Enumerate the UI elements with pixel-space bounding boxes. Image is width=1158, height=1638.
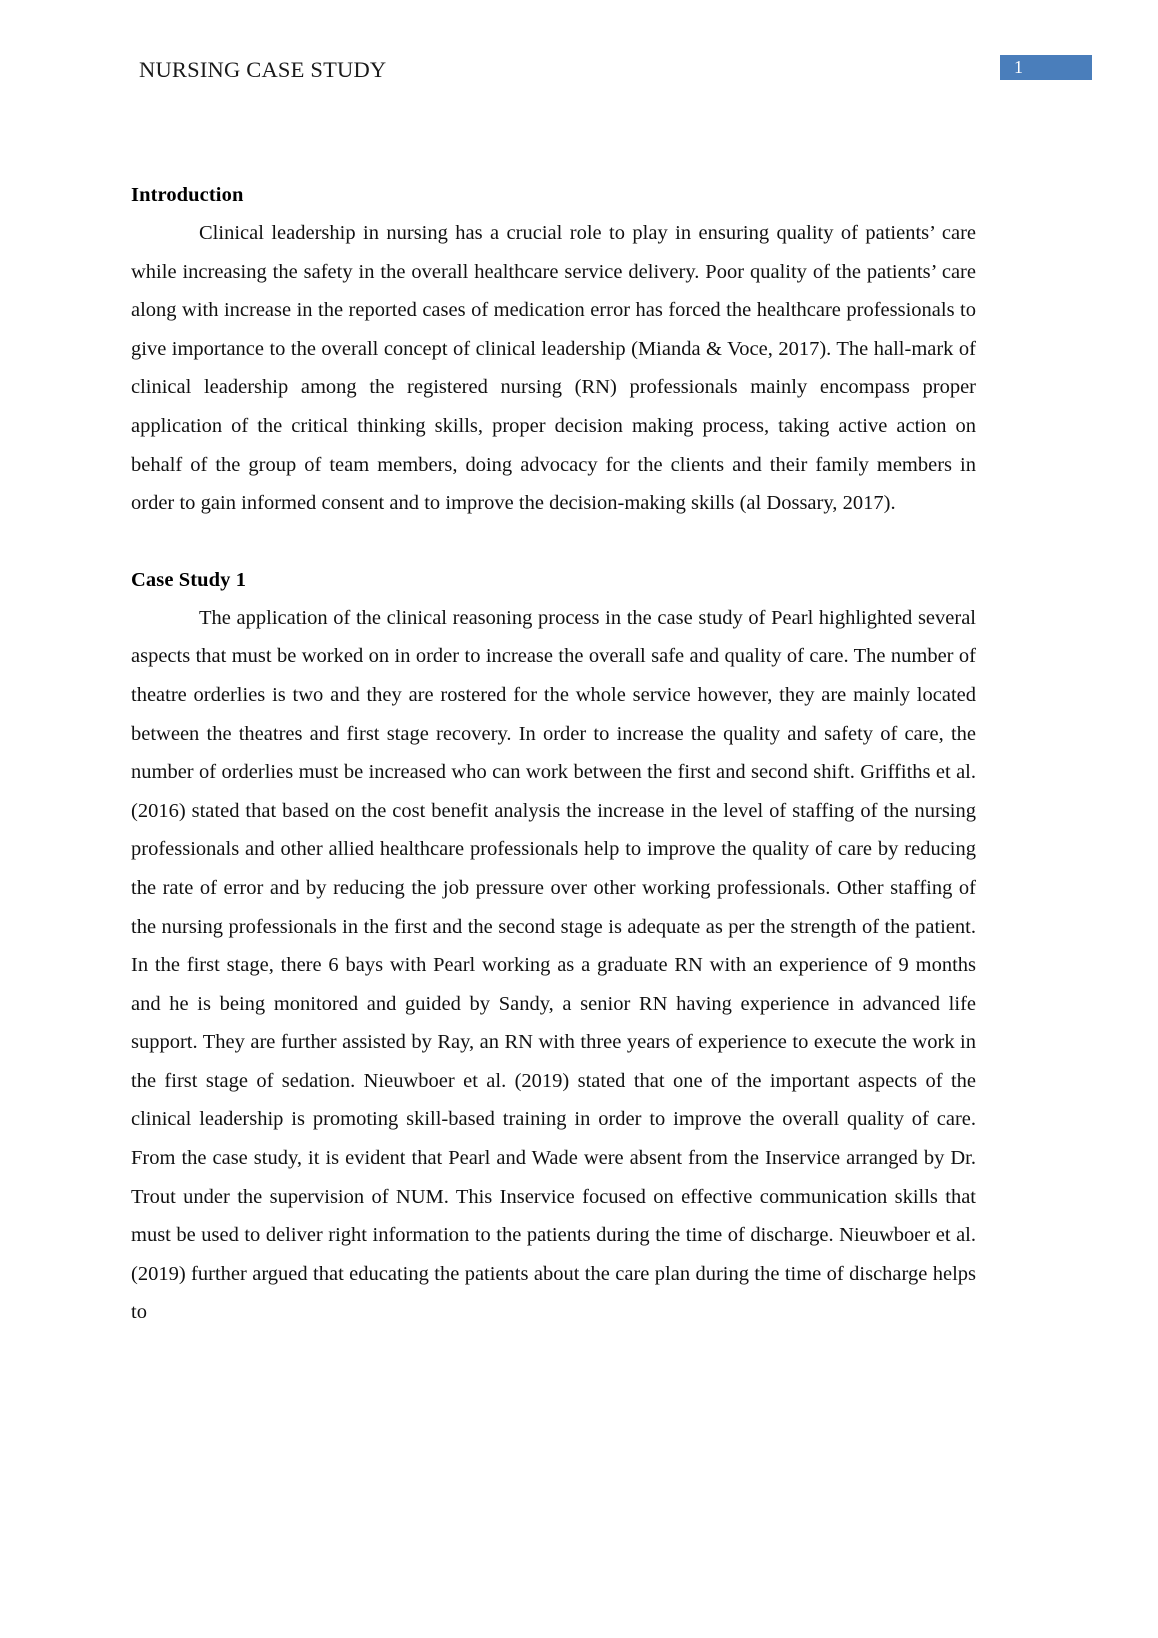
- heading-introduction: Introduction: [131, 184, 244, 206]
- header-title: NURSING CASE STUDY: [139, 57, 387, 82]
- page-header: [0, 55, 1158, 95]
- page-number-text: 1: [1014, 57, 1023, 77]
- paragraph-case-study-1: The application of the clinical reasoning process in the case study of Pearl highlighted several aspects that must be worked on in order to increase the overall safe and quality of care. The number of theatre orderlies is two and they are rostered for the whole service however, they are mainly located between the theatres and first stage recovery. In order to increase the quality and safety of care, the number of orderlies must be increased who can work between the first and second shift. Griffiths et al. (2016) stated that based on the cost benefit analysis the increase in the level of staffing of the nursing professionals and other allied healthcare professionals help to improve the quality of care by reducing the rate of error and by reducing the job pressure over other working professionals. Other staffing of the nursing professionals in the first and the second stage is adequate as per the strength of the patient. In the first stage, there 6 bays with Pearl working as a graduate RN with an experience of 9 months and he is being monitored and guided by Sandy, a senior RN having experience in advanced life support. They are further assisted by Ray, an RN with three years of experience to execute the work in the first stage of sedation. Nieuwboer et al. (2019) stated that one of the important aspects of the clinical leadership is promoting skill-based training in order to improve the overall quality of care. From the case study, it is evident that Pearl and Wade were absent from the Inservice arranged by Dr. Trout under the supervision of NUM. This Inservice focused on effective communication skills that must be used to deliver right information to the patients during the time of discharge. Nieuwboer et al. (2019) further argued that educating the patients about the care plan during the time of discharge helps to: [131, 606, 976, 1324]
- section-spacer: [131, 523, 976, 561]
- heading-case-study-1: Case Study 1: [131, 568, 247, 591]
- document-body: [131, 176, 976, 1332]
- page-number-badge: [1000, 55, 1092, 80]
- paragraph-introduction: Clinical leadership in nursing has a crucial role to play in ensuring quality of patients’ care while increasing the safety in the overall healthcare service delivery. Poor quality of the patients’ care along with increase in the reported cases of medication error has forced the healthcare professionals to give importance to the overall concept of clinical leadership (Mianda & Voce, 2017). The hall-mark of clinical leadership among the registered nursing (RN) professionals mainly encompass proper application of the critical thinking skills, proper decision making process, taking active action on behalf of the group of team members, doing advocacy for the clients and their family members in order to gain informed consent and to improve the decision-making skills (al Dossary, 2017).: [131, 222, 976, 515]
